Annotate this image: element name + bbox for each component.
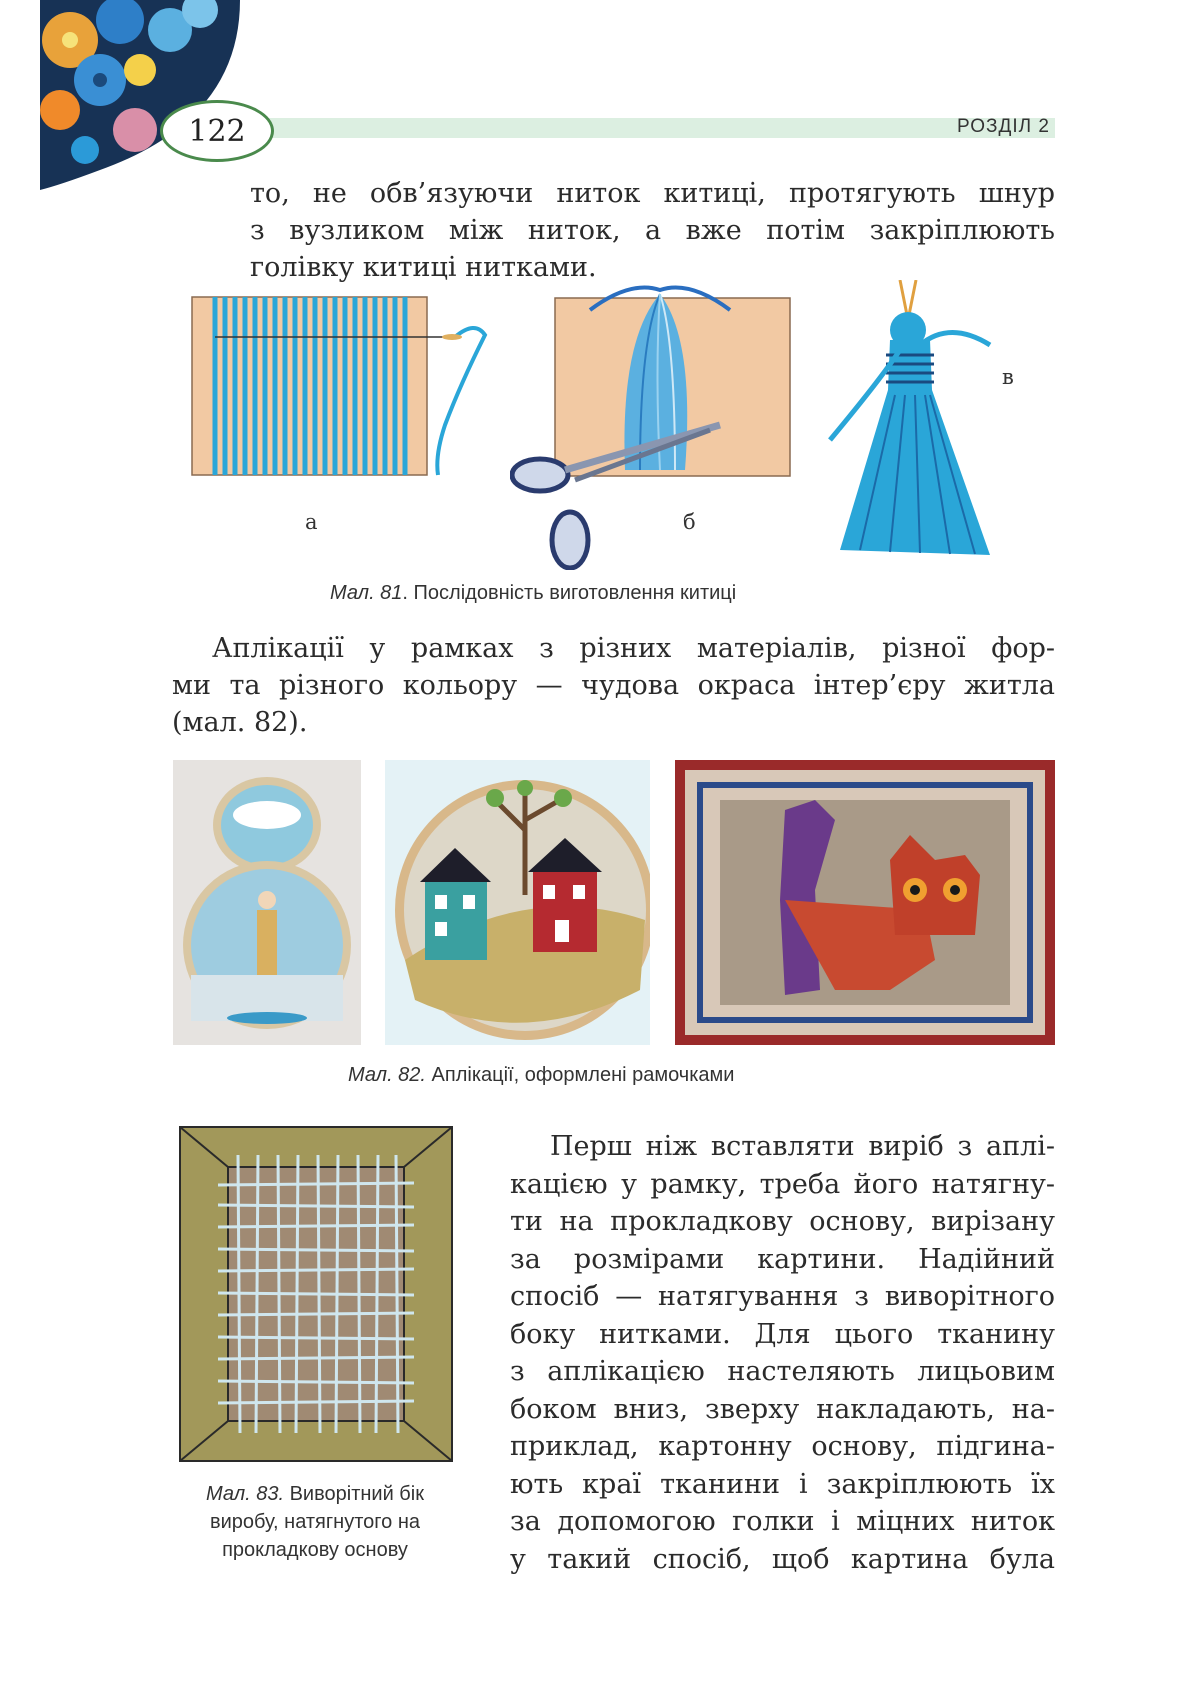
text-line: голівку китиці нитками. (250, 252, 597, 283)
figure-82-ref: Мал. 82. (348, 1064, 426, 1086)
middle-paragraph (172, 630, 1055, 741)
text-line: боком вниз, зверху накладають, на- (510, 1393, 1055, 1425)
text-line: за розмірами картини. Надійний (510, 1243, 1055, 1275)
figure-81-ref: Мал. 81 (330, 582, 403, 604)
figure-81-caption (330, 582, 736, 605)
text-line: ти на прокладкову основу, вирізану (510, 1206, 1055, 1237)
figure-81v-label: в (1002, 365, 1014, 389)
figure-83-stretched-fabric (178, 1125, 454, 1463)
text-line: кацією у рамку, треба його натягну- (510, 1168, 1055, 1200)
figure-82-caption-text: Аплікації, оформлені рамочками (425, 1064, 735, 1086)
text-line: боку нитками. Для цього тканину (510, 1318, 1055, 1350)
text-line: ми та різного кольору — чудова окраса інтер’єру житла (172, 670, 1055, 701)
figure-81a-label: а (305, 510, 318, 534)
text-line: спосіб — натягування з виворітного (510, 1281, 1055, 1312)
top-paragraph (250, 175, 1055, 286)
figure-83-caption (160, 1480, 470, 1564)
text-line: за допомогою голки і міцних ниток (510, 1506, 1055, 1537)
figure-83-caption-line1 (160, 1480, 470, 1508)
page-number (160, 100, 274, 162)
figure-81v-finished-tassel (820, 280, 1020, 570)
text-line: то, не обв’язуючи ниток китиці, протягують шнур (250, 178, 1055, 209)
text-line: Перш ніж вставляти виріб з аплі- (550, 1131, 1055, 1162)
figure-81b-label: б (683, 510, 696, 534)
figure-82-caption (348, 1064, 734, 1087)
figure-83-caption-text: Виворітний бік (284, 1483, 424, 1505)
figure-82-photo-cat-frame (675, 760, 1055, 1045)
right-paragraph (510, 1128, 1055, 1578)
text-line: ють краї тканини і закріплюють їх (510, 1468, 1055, 1500)
figure-81b-tassel-scissors (510, 280, 800, 570)
figure-83-ref: Мал. 83. (206, 1483, 285, 1505)
text-line: з вузликом між ниток, а вже потім закріплюють (250, 215, 1055, 246)
figure-82-photo-rain-hoop (173, 760, 361, 1045)
header-bar (255, 118, 1055, 138)
figure-81-caption-text: . Послідовність виготовлення китиці (402, 582, 737, 604)
section-label: РОЗДІЛ 2 (957, 116, 1050, 137)
figure-83-caption-line3: прокладкову основу (222, 1539, 408, 1561)
text-line: (мал. 82). (172, 707, 308, 738)
text-line: приклад, картонну основу, підгина- (510, 1431, 1055, 1462)
figure-83-caption-line2: виробу, натягнутого на (210, 1511, 420, 1533)
page-number-text: 122 (188, 113, 246, 149)
figure-81a-thread-card (190, 295, 490, 480)
text-line: у такий спосіб, щоб картина була (510, 1543, 1055, 1575)
figure-82-photo-houses-hoop (385, 760, 650, 1045)
text-line: з аплікацією настеляють лицьовим (510, 1356, 1055, 1387)
text-line: Аплікації у рамках з різних матеріалів, різної фор- (212, 633, 1055, 664)
